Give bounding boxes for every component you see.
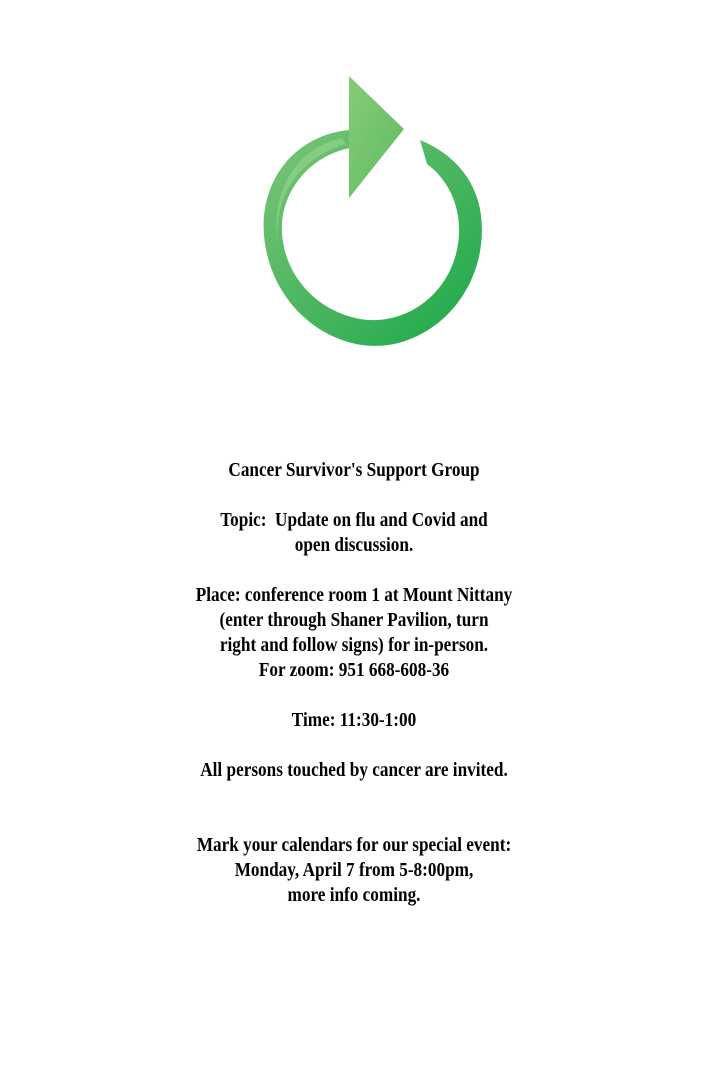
- event-line-1: Mark your calendars for our special event:: [196, 834, 512, 856]
- ring-highlight: [277, 138, 346, 242]
- invite-line: All persons touched by cancer are invited.: [200, 759, 508, 781]
- circular-arrow-graphic: [222, 74, 490, 384]
- zoom-line: For zoom: 951 668-608-36: [258, 659, 450, 681]
- circular-arrow-icon: [222, 74, 490, 384]
- group-title: Cancer Survivor's Support Group: [228, 459, 480, 481]
- place-line-2: (enter through Shaner Pavilion, turn: [219, 609, 489, 631]
- topic-line-1: Topic: Update on flu and Covid and: [220, 509, 488, 531]
- place-line-3: right and follow signs) for in-person.: [219, 634, 489, 656]
- arrow-head: [349, 76, 404, 198]
- time-line: Time: 11:30-1:00: [291, 709, 417, 731]
- event-line-2: Monday, April 7 from 5-8:00pm,: [234, 859, 474, 881]
- event-line-3: more info coming.: [287, 884, 421, 906]
- topic-line-2: open discussion.: [294, 534, 414, 556]
- place-line-1: Place: conference room 1 at Mount Nittany: [195, 584, 513, 606]
- flyer-text: [50, 458, 659, 908]
